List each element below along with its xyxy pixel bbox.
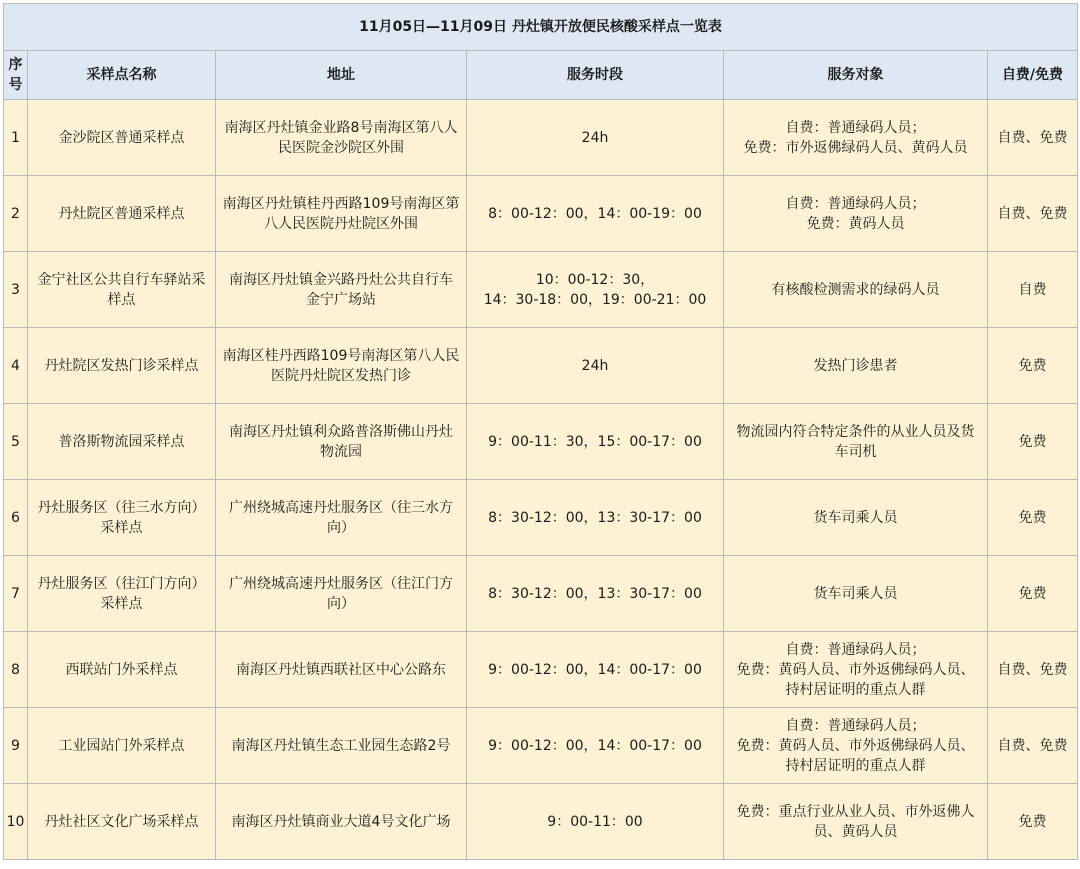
- row-address-line: 广州绕城高速丹灶服务区（往三水方: [229, 499, 453, 516]
- row-name-line: 西联站门外采样点: [65, 661, 178, 678]
- row-no: 4: [4, 328, 28, 404]
- row-target-line: 物流园内符合特定条件的从业人员及货: [736, 423, 975, 440]
- table-title: 11月05日—11月09日 丹灶镇开放便民核酸采样点一览表: [4, 4, 1078, 51]
- row-no: 5: [4, 404, 28, 480]
- row-fee: 自费、免费: [988, 176, 1078, 252]
- table-row: [4, 176, 1078, 252]
- row-name-line: 采样点: [100, 519, 143, 536]
- row-address: [216, 328, 467, 404]
- row-address-line: 南海区丹灶镇生态工业园生态路2号: [231, 737, 451, 754]
- row-time-line: 10：00-12：30，: [535, 271, 655, 288]
- row-name-line: 金沙院区普通采样点: [58, 129, 185, 146]
- row-no: 8: [4, 632, 28, 708]
- table-row: [4, 100, 1078, 176]
- row-time: [467, 328, 724, 404]
- row-target-line: 自费：普通绿码人员；: [785, 717, 926, 734]
- row-name-line: 丹灶院区发热门诊采样点: [44, 357, 199, 374]
- row-address: [216, 784, 467, 860]
- row-name: [28, 328, 216, 404]
- row-name-line: 采样点: [100, 595, 143, 612]
- row-name-line: 丹灶院区普通采样点: [58, 205, 185, 222]
- row-target: [724, 176, 988, 252]
- row-target: [724, 556, 988, 632]
- row-name-line: 丹灶社区文化广场采样点: [44, 813, 199, 830]
- row-target-line: 车司机: [834, 443, 877, 460]
- row-address-line: 南海区丹灶镇商业大道4号文化广场: [231, 813, 451, 830]
- row-fee: 自费、免费: [988, 708, 1078, 784]
- row-fee: 自费、免费: [988, 632, 1078, 708]
- table-row: [4, 328, 1078, 404]
- row-fee: 免费: [988, 480, 1078, 556]
- row-name-line: 工业园站门外采样点: [58, 737, 185, 754]
- row-address-line: 南海区丹灶镇金兴路丹灶公共自行车: [229, 271, 453, 288]
- row-address-line: 广州绕城高速丹灶服务区（往江门方: [229, 575, 453, 592]
- row-time: [467, 556, 724, 632]
- row-name-line: 丹灶服务区（往三水方向）: [37, 499, 206, 516]
- row-time-line: 14：30-18：00，19：00-21：00: [483, 291, 707, 308]
- row-name-line: 普洛斯物流园采样点: [58, 433, 185, 450]
- table-row: [4, 784, 1078, 860]
- header-no-char-1: 序: [8, 57, 23, 73]
- row-no: 6: [4, 480, 28, 556]
- row-time-line: 8：30-12：00，13：30-17：00: [488, 585, 702, 602]
- row-target-line: 货车司乘人员: [813, 509, 898, 526]
- row-time: [467, 176, 724, 252]
- row-name: [28, 404, 216, 480]
- row-name: [28, 708, 216, 784]
- row-target-line: 免费：黄码人员、市外返佛绿码人员、: [736, 661, 975, 678]
- row-name-line: 样点: [107, 291, 136, 308]
- header-no-char-2: 号: [8, 77, 23, 93]
- row-no: 10: [4, 784, 28, 860]
- row-time: [467, 632, 724, 708]
- header-no: [4, 51, 28, 100]
- row-target-line: 发热门诊患者: [813, 357, 898, 374]
- row-address-line: 物流园: [320, 443, 362, 460]
- row-fee: 自费: [988, 252, 1078, 328]
- row-target-line: 货车司乘人员: [813, 585, 898, 602]
- row-target-line: 员、黄码人员: [813, 823, 898, 840]
- row-name-line: 金宁社区公共自行车驿站采: [37, 271, 206, 288]
- row-time: [467, 480, 724, 556]
- row-target-line: 持村居证明的重点人群: [785, 681, 926, 698]
- row-address: [216, 632, 467, 708]
- sampling-points-table: [3, 3, 1078, 860]
- row-fee: 免费: [988, 328, 1078, 404]
- row-target-line: 自费：普通绿码人员；: [785, 641, 926, 658]
- row-no: 7: [4, 556, 28, 632]
- row-target-line: 免费：重点行业从业人员、市外返佛人: [736, 803, 975, 820]
- row-time: [467, 784, 724, 860]
- row-address-line: 民医院金沙院区外围: [278, 139, 404, 156]
- row-address: [216, 100, 467, 176]
- table-row: [4, 556, 1078, 632]
- row-address: [216, 176, 467, 252]
- row-address-line: 八人民医院丹灶院区外围: [264, 215, 418, 232]
- row-target: [724, 404, 988, 480]
- row-address-line: 向）: [327, 595, 355, 612]
- row-fee: 自费、免费: [988, 100, 1078, 176]
- row-address-line: 南海区丹灶镇利众路普洛斯佛山丹灶: [229, 423, 453, 440]
- row-address-line: 南海区丹灶镇金业路8号南海区第八人: [224, 119, 458, 136]
- row-target-line: 持村居证明的重点人群: [785, 757, 926, 774]
- row-time-line: 8：00-12：00，14：00-19：00: [488, 205, 702, 222]
- row-name: [28, 784, 216, 860]
- row-target: [724, 480, 988, 556]
- row-address: [216, 708, 467, 784]
- row-address-line: 医院丹灶院区发热门诊: [271, 367, 411, 384]
- row-time-line: 9：00-11：30，15：00-17：00: [488, 433, 702, 450]
- header-target: 服务对象: [724, 51, 988, 100]
- row-fee: 免费: [988, 404, 1078, 480]
- row-target-line: 有核酸检测需求的绿码人员: [771, 281, 940, 298]
- row-target: [724, 632, 988, 708]
- table-row: [4, 252, 1078, 328]
- row-time-line: 8：30-12：00，13：30-17：00: [488, 509, 702, 526]
- row-time: [467, 708, 724, 784]
- row-address-line: 向）: [327, 519, 355, 536]
- table-row: [4, 404, 1078, 480]
- row-target: [724, 708, 988, 784]
- row-address: [216, 556, 467, 632]
- row-target-line: 免费：黄码人员、市外返佛绿码人员、: [736, 737, 975, 754]
- row-time-line: 9：00-11：00: [547, 813, 643, 830]
- row-name: [28, 480, 216, 556]
- row-name: [28, 100, 216, 176]
- row-target-line: 免费：黄码人员: [806, 215, 905, 232]
- row-target: [724, 252, 988, 328]
- row-target-line: 自费：普通绿码人员；: [785, 195, 926, 212]
- row-time-line: 24h: [581, 129, 609, 146]
- row-no: 3: [4, 252, 28, 328]
- row-address-line: 南海区丹灶镇桂丹西路109号南海区第: [222, 195, 460, 212]
- row-time: [467, 100, 724, 176]
- row-name: [28, 176, 216, 252]
- row-address: [216, 480, 467, 556]
- table-row: [4, 480, 1078, 556]
- title-row: [4, 4, 1078, 51]
- row-address-line: 南海区桂丹西路109号南海区第八人民: [222, 347, 460, 364]
- row-name: [28, 556, 216, 632]
- header-address: 地址: [216, 51, 467, 100]
- row-target-line: 自费：普通绿码人员；: [785, 119, 926, 136]
- row-name: [28, 632, 216, 708]
- row-no: 9: [4, 708, 28, 784]
- row-fee: 免费: [988, 784, 1078, 860]
- row-address-line: 南海区丹灶镇西联社区中心公路东: [236, 661, 446, 678]
- table-row: [4, 632, 1078, 708]
- header-fee: 自费/免费: [988, 51, 1078, 100]
- row-no: 2: [4, 176, 28, 252]
- row-time: [467, 404, 724, 480]
- row-target: [724, 784, 988, 860]
- row-address-line: 金宁广场站: [306, 291, 376, 308]
- row-time-line: 24h: [581, 357, 609, 374]
- row-time: [467, 252, 724, 328]
- row-address: [216, 404, 467, 480]
- row-fee: 免费: [988, 556, 1078, 632]
- row-target: [724, 328, 988, 404]
- row-name: [28, 252, 216, 328]
- header-row: [4, 51, 1078, 100]
- row-address: [216, 252, 467, 328]
- row-name-line: 丹灶服务区（往江门方向）: [37, 575, 206, 592]
- header-time: 服务时段: [467, 51, 724, 100]
- table-row: [4, 708, 1078, 784]
- row-target-line: 免费：市外返佛绿码人员、黄码人员: [743, 139, 968, 156]
- row-time-line: 9：00-12：00，14：00-17：00: [488, 737, 702, 754]
- row-target: [724, 100, 988, 176]
- row-time-line: 9：00-12：00，14：00-17：00: [488, 661, 702, 678]
- header-name: 采样点名称: [28, 51, 216, 100]
- row-no: 1: [4, 100, 28, 176]
